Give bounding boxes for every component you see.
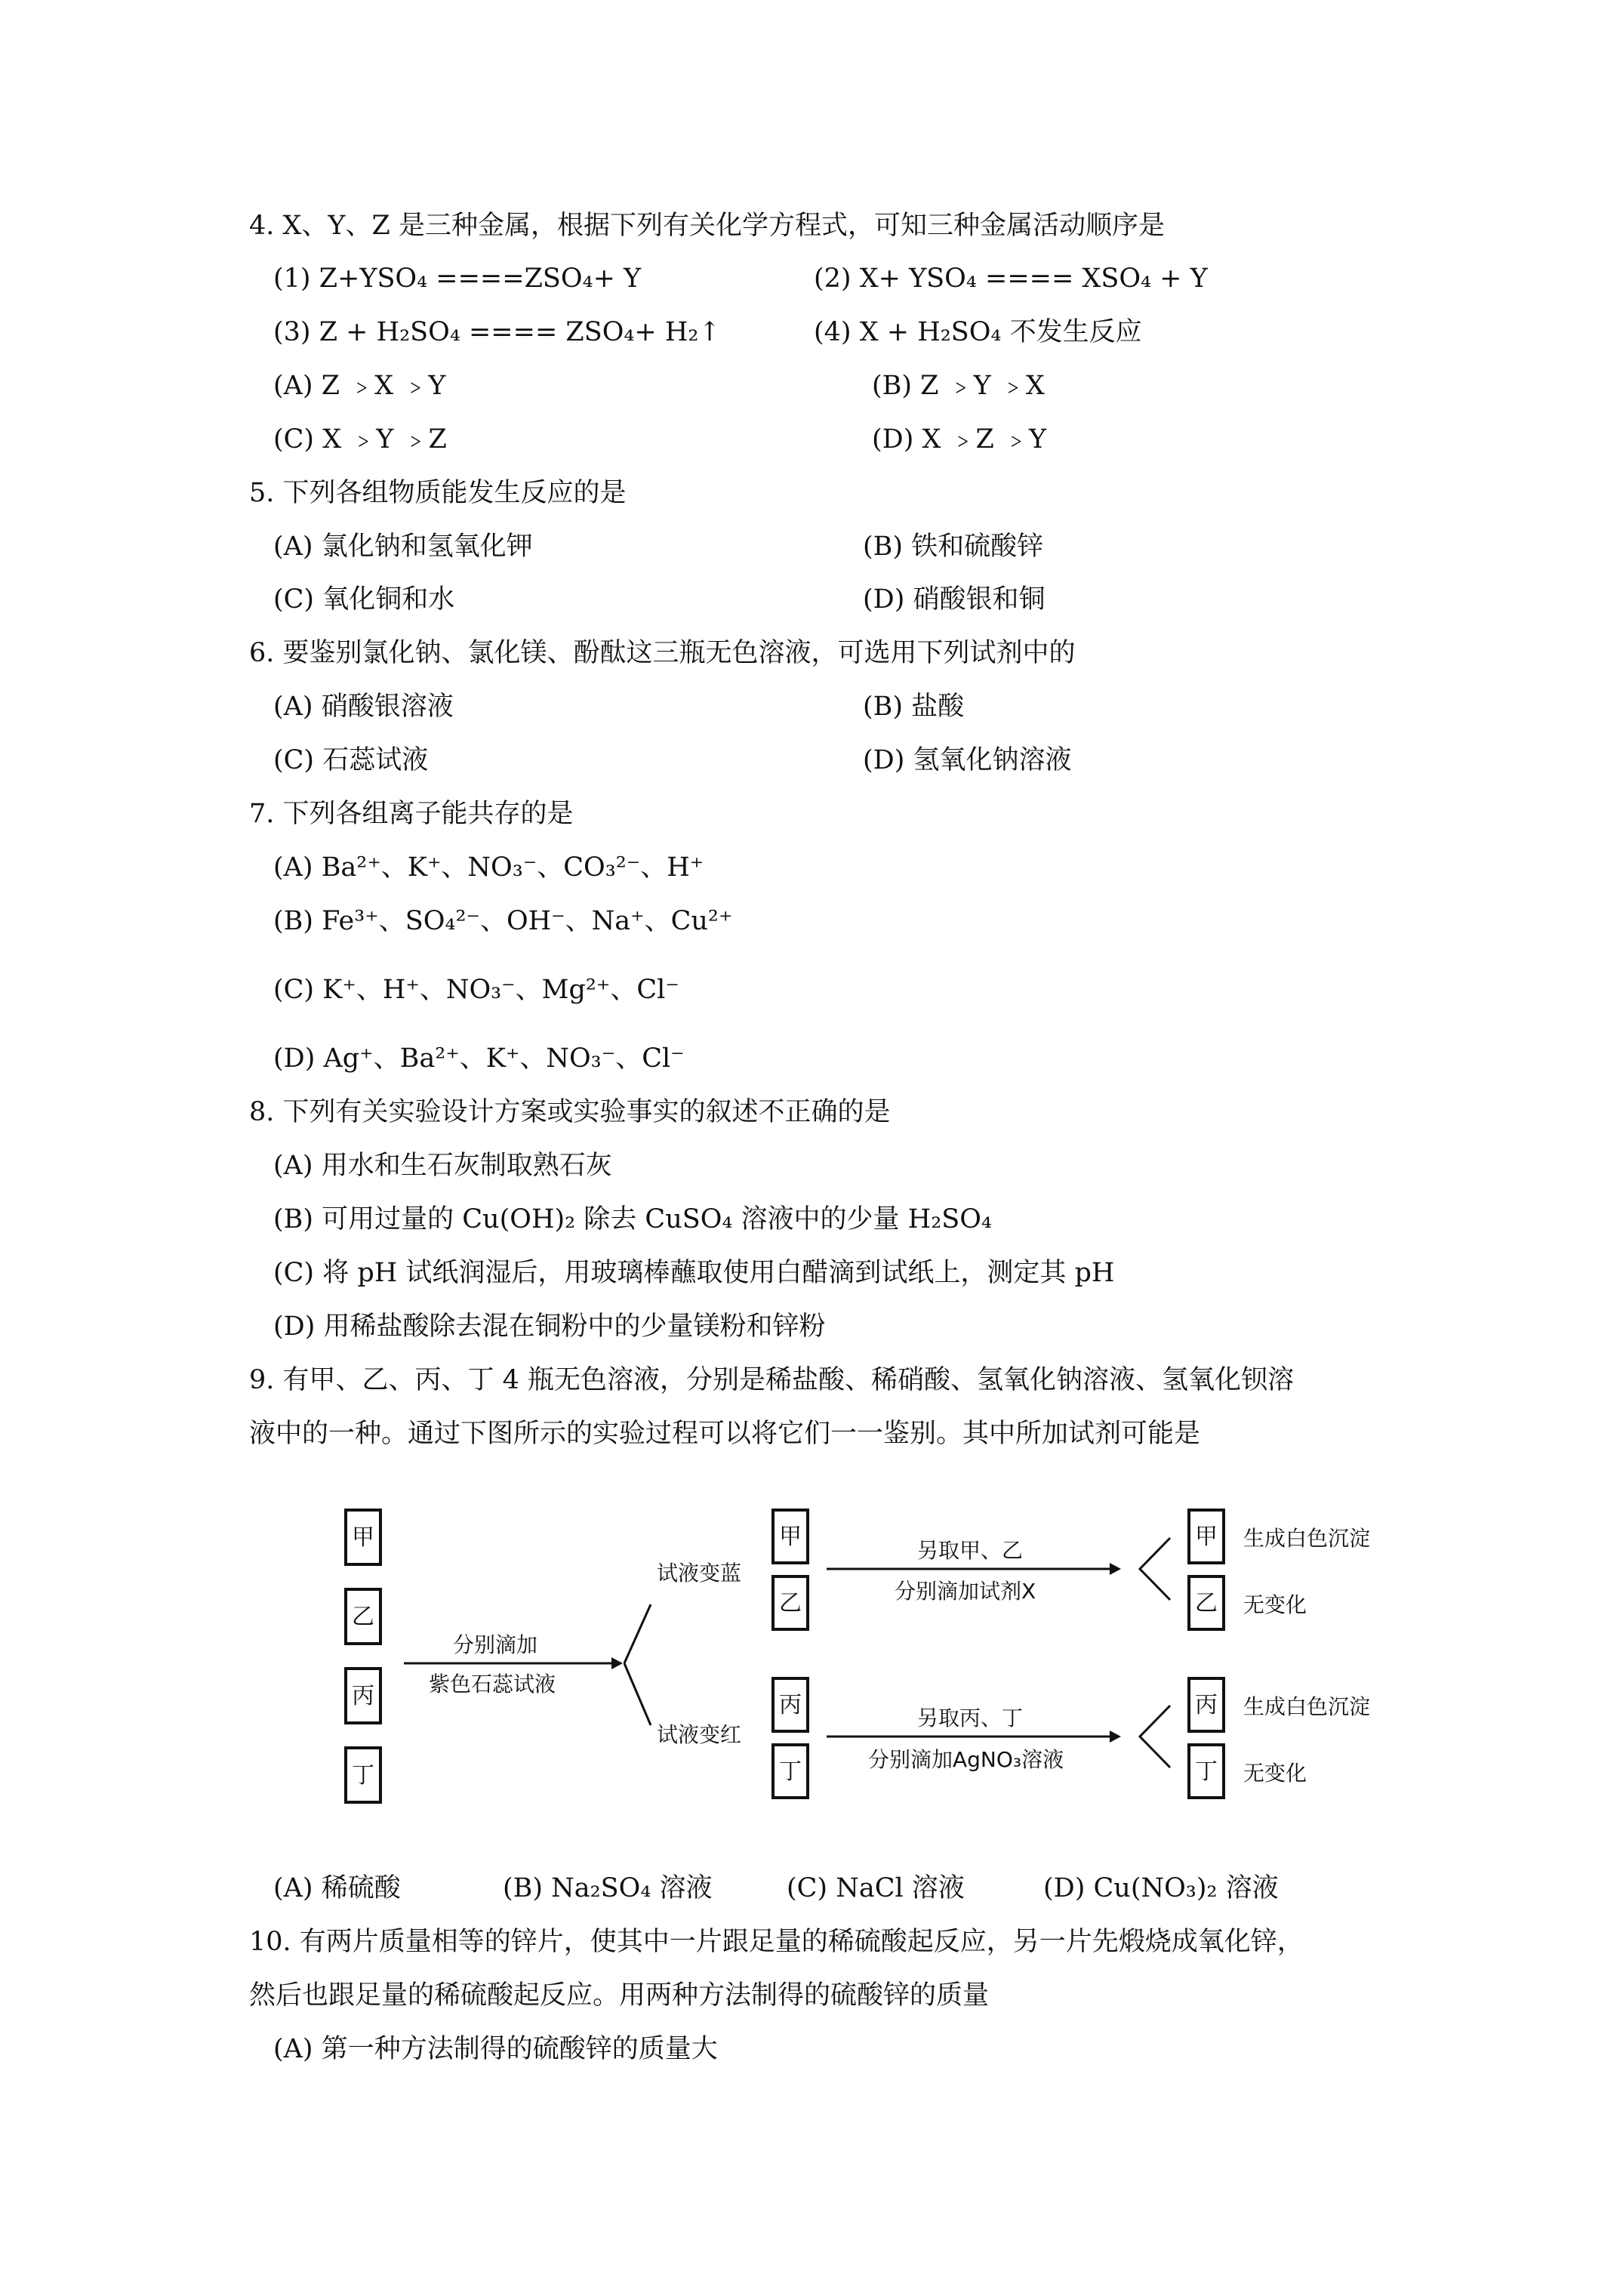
q9-option-b: (B) Na₂SO₄ 溶液 <box>503 1873 713 1903</box>
q5-stem: 5. 下列各组物质能发生反应的是 <box>249 478 627 508</box>
arrowhead-litmus <box>611 1657 623 1669</box>
step1-line-1: 分别滴加 <box>453 1632 538 1657</box>
q6-stem: 6. 要鉴别氯化钠、氯化镁、酚酞这三瓶无色溶液，可选用下列试剂中的 <box>249 638 1076 668</box>
q10-stem-line-1: 10. 有两片质量相等的锌片，使其中一片跟足量的稀硫酸起反应，另一片先煅烧成氧化锌， <box>249 1927 1304 1957</box>
branch-blue-label: 试液变蓝 <box>657 1561 742 1586</box>
q9-stem-line-1: 9. 有甲、乙、丙、丁 4 瓶无色溶液，分别是稀盐酸、稀硝酸、氢氧化钠溶液、氢氧化钡溶 <box>249 1365 1295 1395</box>
q5-option-b: (B) 铁和硫酸锌 <box>863 532 1044 562</box>
q4-equation-2: (2) X+ YSO₄ ==== XSO₄ + Y <box>814 264 1208 294</box>
q4-equation-3: (3) Z + H₂SO₄ ==== ZSO₄+ H₂↑ <box>273 317 721 347</box>
q6-option-d: (D) 氢氧化钠溶液 <box>863 745 1072 775</box>
branch-red-label: 试液变红 <box>657 1722 742 1747</box>
q10-stem-line-2: 然后也跟足量的稀硫酸起反应。用两种方法制得的硫酸锌的质量 <box>249 1980 990 2011</box>
arrowhead-reagent-x <box>1110 1563 1121 1575</box>
q5-option-c: (C) 氧化铜和水 <box>273 584 455 615</box>
q7-option-b: (B) Fe³⁺、SO₄²⁻、OH⁻、Na⁺、Cu²⁺ <box>273 906 733 936</box>
q4-equation-4: (4) X + H₂SO₄ 不发生反应 <box>814 317 1142 347</box>
fork-down <box>624 1663 651 1725</box>
label-yi-middle: 乙 <box>779 1590 802 1616</box>
q9-flow-diagram <box>325 1499 1419 1835</box>
step1-line-2: 紫色石蕊试液 <box>429 1672 556 1697</box>
label-jia-initial: 甲 <box>352 1524 374 1551</box>
label-yi-result: 乙 <box>1195 1590 1218 1616</box>
label-jia-result: 甲 <box>1195 1524 1218 1550</box>
q4-stem: 4. X、Y、Z 是三种金属，根据下列有关化学方程式，可知三种金属活动顺序是 <box>249 211 1165 241</box>
q7-option-d: (D) Ag⁺、Ba²⁺、K⁺、NO₃⁻、Cl⁻ <box>273 1043 685 1074</box>
label-bing-initial: 丙 <box>352 1683 374 1709</box>
q8-option-c: (C) 将 pH 试纸润湿后，用玻璃棒蘸取使用白醋滴到试纸上，测定其 pH <box>273 1258 1115 1288</box>
q4-option-a: (A) Z ﹥X ﹥Y <box>273 371 446 401</box>
result-jia: 生成白色沉淀 <box>1243 1526 1371 1551</box>
label-ding-middle: 丁 <box>779 1758 802 1785</box>
label-bing-middle: 丙 <box>779 1692 802 1718</box>
q4-equation-1: (1) Z+YSO₄ ====ZSO₄+ Y <box>273 264 642 294</box>
q8-option-b: (B) 可用过量的 Cu(OH)₂ 除去 CuSO₄ 溶液中的少量 H₂SO₄ <box>273 1204 992 1234</box>
result-bing: 生成白色沉淀 <box>1243 1694 1371 1719</box>
label-bing-result: 丙 <box>1195 1692 1218 1718</box>
q7-option-a: (A) Ba²⁺、K⁺、NO₃⁻、CO₃²⁻、H⁺ <box>273 852 704 883</box>
label-ding-initial: 丁 <box>352 1762 374 1789</box>
label-yi-initial: 乙 <box>352 1604 374 1630</box>
q4-option-b: (B) Z ﹥Y ﹥X <box>872 371 1045 401</box>
q8-stem: 8. 下列有关实验设计方案或实验事实的叙述不正确的是 <box>249 1097 891 1127</box>
upper-line-2: 分别滴加试剂X <box>895 1579 1036 1604</box>
lower-line-1: 另取丙、丁 <box>917 1706 1024 1730</box>
q9-option-c: (C) NaCl 溶液 <box>787 1873 965 1903</box>
q7-stem: 7. 下列各组离子能共存的是 <box>249 799 574 829</box>
q6-option-a: (A) 硝酸银溶液 <box>273 692 454 722</box>
arrowhead-agno3 <box>1110 1730 1121 1743</box>
bracket-upper <box>1140 1538 1170 1600</box>
q9-stem-line-2: 液中的一种。通过下图所示的实验过程可以将它们一一鉴别。其中所加试剂可能是 <box>249 1419 1201 1449</box>
lower-line-2: 分别滴加AgNO₃溶液 <box>868 1747 1064 1772</box>
upper-line-1: 另取甲、乙 <box>917 1538 1024 1563</box>
q8-option-d: (D) 用稀盐酸除去混在铜粉中的少量镁粉和锌粉 <box>273 1311 826 1342</box>
q7-option-c: (C) K⁺、H⁺、NO₃⁻、Mg²⁺、Cl⁻ <box>273 975 679 1005</box>
q6-option-b: (B) 盐酸 <box>863 692 965 722</box>
fork-up <box>624 1604 651 1663</box>
result-yi: 无变化 <box>1243 1592 1307 1617</box>
bracket-lower <box>1140 1706 1170 1767</box>
q6-option-c: (C) 石蕊试液 <box>273 745 429 775</box>
result-ding: 无变化 <box>1243 1761 1307 1786</box>
q8-option-a: (A) 用水和生石灰制取熟石灰 <box>273 1151 612 1181</box>
q10-option-a: (A) 第一种方法制得的硫酸锌的质量大 <box>273 2034 718 2064</box>
q9-option-d: (D) Cu(NO₃)₂ 溶液 <box>1043 1873 1279 1903</box>
q5-option-a: (A) 氯化钠和氢氧化钾 <box>273 532 533 562</box>
q4-option-c: (C) X ﹥Y ﹥Z <box>273 424 447 455</box>
q4-option-d: (D) X ﹥Z ﹥Y <box>872 424 1047 455</box>
label-ding-result: 丁 <box>1195 1758 1218 1785</box>
q9-option-a: (A) 稀硫酸 <box>273 1873 401 1903</box>
label-jia-middle: 甲 <box>779 1524 802 1550</box>
q5-option-d: (D) 硝酸银和铜 <box>863 584 1046 615</box>
